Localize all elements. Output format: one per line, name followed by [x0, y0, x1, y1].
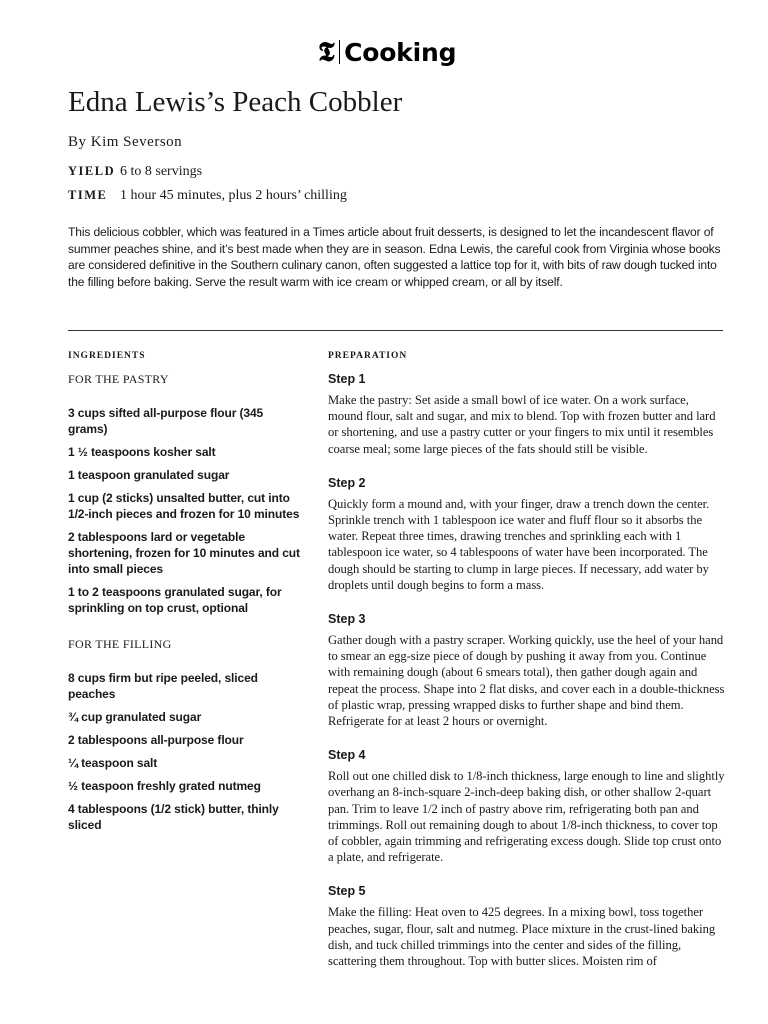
nyt-t-icon: 𝕿: [318, 36, 335, 68]
step-text: Make the filling: Heat oven to 425 degrees. In a mixing bowl, toss together peaches, sugar, flour, salt and nutmeg. Place mixture in the crust-lined baking dish, and tuck chilled trimmings into the center and sides of the filling, scattering them throughout. Top with butter slices. Moisten rim of: [328, 905, 716, 969]
nyt-cooking-logo[interactable]: [318, 36, 456, 68]
ingredient-item: 2 tablespoons all-purpose flour: [68, 733, 244, 747]
step-heading: Step 2: [328, 475, 366, 490]
recipe-intro: This delicious cobbler, which was featured in a Times article about fruit desserts, is designed to let the incandescent flavor of summer peaches shine, and it’s best made when they are in season. Edna Lewis, the careful cook from Virginia whose books are considered definitive in the Southern culinary canon, often suggested a lattice top for it, with bits of raw dough tucked into the filling before baking. Serve the result warm with ice cream or whipped cream, or all by itself.: [68, 225, 721, 289]
step-block: [328, 611, 726, 729]
step-text: Make the pastry: Set aside a small bowl of ice water. On a work surface, mound flour, salt and sugar, and mix to blend. Top with frozen butter and lard or shortening, and use a pastry cutter or your fingers to mix until it resembles coarse meal; some large pieces of the fats should still be visible.: [328, 393, 716, 456]
pastry-ingredient-list: [68, 405, 300, 616]
ingredient-item: 2 tablespoons lard or vegetable shortening, frozen for 10 minutes and cut into small pieces: [68, 530, 300, 576]
step-heading: Step 5: [328, 884, 366, 899]
ingredient-item: 1 teaspoon granulated sugar: [68, 468, 230, 482]
yield-label: YIELD: [68, 164, 116, 178]
ingredient-item: 4 tablespoons (1/2 stick) butter, thinly sliced: [68, 802, 279, 832]
logo-divider: [339, 40, 341, 64]
step-heading: Step 4: [328, 748, 366, 763]
filling-ingredient-list: [68, 670, 300, 833]
step-block: [328, 883, 726, 969]
yield-row: [68, 162, 202, 181]
section-divider: [68, 330, 723, 331]
step-heading: Step 1: [328, 372, 366, 386]
ingredient-item: ¾ cup granulated sugar: [68, 710, 202, 724]
step-text: Quickly form a mound and, with your finger, draw a trench down the center. Sprinkle trench with 1 tablespoon ice water and fluff flour so it absorbs the water. Repeat three times, drawing trenches and sprinkling each with 1 tablespoon ice water, so 4 tablespoons of water have been incorporated. The dough should be starting to clump in large pieces. If necessary, add water by droplets until dough begins to form a mass.: [328, 496, 710, 592]
brand-name: Cooking: [344, 37, 457, 67]
ingredient-item: ¼ teaspoon salt: [68, 756, 158, 770]
time-row: [68, 186, 347, 205]
ingredient-item: ½ teaspoon freshly grated nutmeg: [68, 779, 261, 793]
ingredient-item: 8 cups firm but ripe peeled, sliced peaches: [68, 671, 258, 701]
ingredient-item: 1 cup (2 sticks) unsalted butter, cut into 1/2-inch pieces and frozen for 10 minutes: [68, 491, 300, 521]
recipe-title: Edna Lewis’s Peach Cobbler: [68, 86, 403, 118]
step-text: Roll out one chilled disk to 1/8-inch thickness, large enough to line and slightly overhang an 8-inch-square 2-inch-deep baking dish, or other shallow 2-quart pan. Trim to leave 1/2 inch of pastry above rim, refrigerating both pan and trimmings. Roll out remaining dough to about 1/8-inch thickness, to cover top of cobbler, again trimming and refrigerating excess dough. Slide top crust onto a plate, and refrigerate.: [328, 769, 725, 865]
pastry-subheading: FOR THE PASTRY: [68, 372, 169, 386]
step-block: [328, 371, 726, 457]
preparation-heading: PREPARATION: [328, 351, 408, 361]
ingredients-heading: INGREDIENTS: [68, 351, 146, 361]
ingredients-column: [68, 371, 300, 840]
preparation-column: [328, 371, 726, 987]
time-value: 1 hour 45 minutes, plus 2 hours’ chilling: [120, 188, 347, 203]
step-text: Gather dough with a pastry scraper. Working quickly, use the heel of your hand to smear an egg-size piece of dough by pushing it away from you. Continue with remaining dough (about 6 smears total), then gather dough again and repeat the process. Shape into 2 flat disks, and cover each in a double-thickness of plastic wrap, pressing wrapped disks to further shape and bind them. Refrigerate for at least 2 hours or overnight.: [328, 633, 725, 729]
time-label: TIME: [68, 188, 108, 202]
step-heading: Step 3: [328, 612, 366, 627]
recipe-byline: By Kim Severson: [68, 134, 183, 150]
step-block: [328, 475, 726, 593]
ingredient-item: 1 to 2 teaspoons granulated sugar, for sprinkling on top crust, optional: [68, 585, 282, 615]
ingredient-item: 1 ½ teaspoons kosher salt: [68, 445, 216, 459]
ingredient-item: 3 cups sifted all-purpose flour (345 grams): [68, 406, 264, 436]
yield-value: 6 to 8 servings: [120, 164, 203, 179]
filling-subheading: FOR THE FILLING: [68, 637, 172, 651]
step-block: [328, 747, 726, 865]
